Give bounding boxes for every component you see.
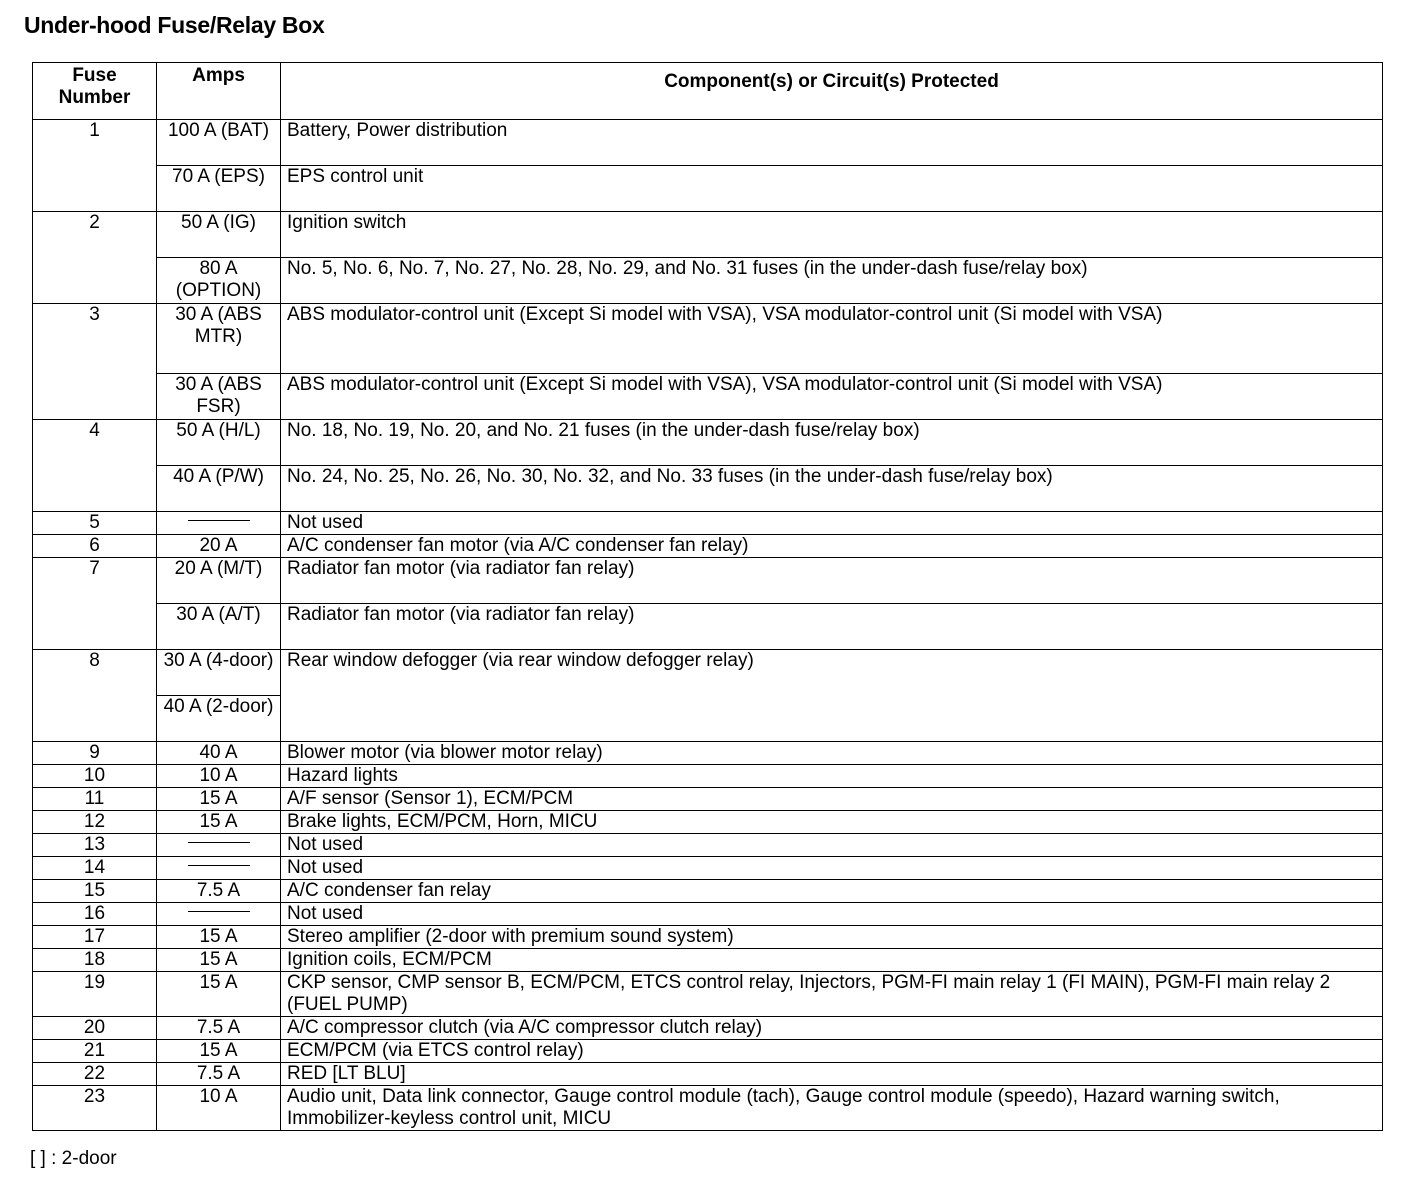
component-cell: A/C compressor clutch (via A/C compressor clutch relay) bbox=[281, 1017, 1383, 1040]
amps-cell: 40 A (P/W) bbox=[157, 466, 281, 512]
amps-cell: 20 A (M/T) bbox=[157, 558, 281, 604]
amps-cell: 40 A bbox=[157, 742, 281, 765]
amps-cell: 30 A (ABS FSR) bbox=[157, 374, 281, 420]
table-row bbox=[33, 535, 1383, 558]
table-row bbox=[33, 972, 1383, 1017]
amps-cell-empty bbox=[157, 857, 281, 880]
fuse-number-cell: 22 bbox=[33, 1063, 157, 1086]
fuse-number-cell: 12 bbox=[33, 811, 157, 834]
fuse-table bbox=[32, 62, 1383, 1131]
component-cell: No. 24, No. 25, No. 26, No. 30, No. 32, and No. 33 fuses (in the under-dash fuse/relay box) bbox=[281, 466, 1383, 512]
amps-cell: 50 A (IG) bbox=[157, 212, 281, 258]
table-row bbox=[33, 374, 1383, 420]
amps-cell-empty bbox=[157, 903, 281, 926]
fuse-number-cell: 14 bbox=[33, 857, 157, 880]
component-cell: Not used bbox=[281, 834, 1383, 857]
fuse-number-cell: 4 bbox=[33, 420, 157, 512]
component-cell: Blower motor (via blower motor relay) bbox=[281, 742, 1383, 765]
component-cell: Radiator fan motor (via radiator fan relay) bbox=[281, 604, 1383, 650]
dash-line bbox=[188, 911, 250, 912]
table-row bbox=[33, 604, 1383, 650]
table-row bbox=[33, 834, 1383, 857]
component-cell: A/C condenser fan relay bbox=[281, 880, 1383, 903]
amps-cell: 70 A (EPS) bbox=[157, 166, 281, 212]
table-row bbox=[33, 1040, 1383, 1063]
amps-cell: 10 A bbox=[157, 1086, 281, 1131]
table-row bbox=[33, 903, 1383, 926]
fuse-number-cell: 7 bbox=[33, 558, 157, 650]
table-row bbox=[33, 1063, 1383, 1086]
table-row bbox=[33, 650, 1383, 696]
amps-cell: 15 A bbox=[157, 972, 281, 1017]
fuse-number-cell: 13 bbox=[33, 834, 157, 857]
amps-cell: 80 A (OPTION) bbox=[157, 258, 281, 304]
amps-cell: 7.5 A bbox=[157, 1017, 281, 1040]
amps-cell: 30 A (ABS MTR) bbox=[157, 304, 281, 374]
fuse-number-cell: 3 bbox=[33, 304, 157, 420]
fuse-number-cell: 15 bbox=[33, 880, 157, 903]
table-row bbox=[33, 857, 1383, 880]
dash-line bbox=[188, 865, 250, 866]
component-cell: Ignition coils, ECM/PCM bbox=[281, 949, 1383, 972]
fuse-number-cell: 1 bbox=[33, 120, 157, 212]
fuse-number-cell: 20 bbox=[33, 1017, 157, 1040]
fuse-number-cell: 9 bbox=[33, 742, 157, 765]
component-cell: ABS modulator-control unit (Except Si model with VSA), VSA modulator-control unit (Si model with VSA) bbox=[281, 304, 1383, 374]
amps-cell: 30 A (4-door) bbox=[157, 650, 281, 696]
table-row bbox=[33, 258, 1383, 304]
fuse-number-cell: 5 bbox=[33, 512, 157, 535]
amps-cell: 15 A bbox=[157, 788, 281, 811]
component-cell: A/C condenser fan motor (via A/C condenser fan relay) bbox=[281, 535, 1383, 558]
component-cell: ECM/PCM (via ETCS control relay) bbox=[281, 1040, 1383, 1063]
fuse-table-body bbox=[33, 120, 1383, 1131]
table-row bbox=[33, 166, 1383, 212]
amps-cell: 15 A bbox=[157, 1040, 281, 1063]
component-cell: A/F sensor (Sensor 1), ECM/PCM bbox=[281, 788, 1383, 811]
table-row bbox=[33, 304, 1383, 374]
table-row bbox=[33, 466, 1383, 512]
amps-cell: 20 A bbox=[157, 535, 281, 558]
amps-cell: 30 A (A/T) bbox=[157, 604, 281, 650]
fuse-number-cell: 19 bbox=[33, 972, 157, 1017]
amps-cell: 15 A bbox=[157, 811, 281, 834]
amps-cell: 15 A bbox=[157, 949, 281, 972]
header-amps: Amps bbox=[157, 63, 281, 120]
table-row bbox=[33, 926, 1383, 949]
amps-cell: 15 A bbox=[157, 926, 281, 949]
footnote: [ ] : 2-door bbox=[30, 1148, 117, 1169]
component-cell: EPS control unit bbox=[281, 166, 1383, 212]
component-cell: Radiator fan motor (via radiator fan relay) bbox=[281, 558, 1383, 604]
table-row bbox=[33, 512, 1383, 535]
table-row bbox=[33, 558, 1383, 604]
amps-cell: 10 A bbox=[157, 765, 281, 788]
component-cell: Stereo amplifier (2-door with premium sound system) bbox=[281, 926, 1383, 949]
fuse-number-cell: 18 bbox=[33, 949, 157, 972]
component-cell: Battery, Power distribution bbox=[281, 120, 1383, 166]
amps-cell-empty bbox=[157, 512, 281, 535]
component-cell: Not used bbox=[281, 857, 1383, 880]
component-cell: Brake lights, ECM/PCM, Horn, MICU bbox=[281, 811, 1383, 834]
amps-cell-empty bbox=[157, 834, 281, 857]
fuse-number-cell: 17 bbox=[33, 926, 157, 949]
component-cell: No. 18, No. 19, No. 20, and No. 21 fuses (in the under-dash fuse/relay box) bbox=[281, 420, 1383, 466]
component-cell: No. 5, No. 6, No. 7, No. 27, No. 28, No. 29, and No. 31 fuses (in the under-dash fuse/relay box) bbox=[281, 258, 1383, 304]
table-row bbox=[33, 788, 1383, 811]
fuse-number-cell: 6 bbox=[33, 535, 157, 558]
header-component: Component(s) or Circuit(s) Protected bbox=[281, 63, 1383, 120]
component-cell: Not used bbox=[281, 903, 1383, 926]
table-row bbox=[33, 949, 1383, 972]
amps-cell: 40 A (2-door) bbox=[157, 696, 281, 742]
component-cell: Hazard lights bbox=[281, 765, 1383, 788]
amps-cell: 7.5 A bbox=[157, 880, 281, 903]
component-cell: ABS modulator-control unit (Except Si model with VSA), VSA modulator-control unit (Si model with VSA) bbox=[281, 374, 1383, 420]
dash-line bbox=[188, 842, 250, 843]
page-title: Under-hood Fuse/Relay Box bbox=[24, 12, 325, 38]
fuse-number-cell: 21 bbox=[33, 1040, 157, 1063]
component-cell: RED [LT BLU] bbox=[281, 1063, 1383, 1086]
table-row bbox=[33, 212, 1383, 258]
component-cell: Audio unit, Data link connector, Gauge control module (tach), Gauge control module (speedo), Hazard warning switch, Immobilizer-keyless control unit, MICU bbox=[281, 1086, 1383, 1131]
amps-cell: 100 A (BAT) bbox=[157, 120, 281, 166]
fuse-number-cell: 23 bbox=[33, 1086, 157, 1131]
table-row bbox=[33, 120, 1383, 166]
amps-cell: 7.5 A bbox=[157, 1063, 281, 1086]
component-cell: Rear window defogger (via rear window defogger relay) bbox=[281, 650, 1383, 742]
table-row bbox=[33, 1017, 1383, 1040]
component-cell: CKP sensor, CMP sensor B, ECM/PCM, ETCS control relay, Injectors, PGM-FI main relay 1 (FI MAIN), PGM-FI main relay 2 (FUEL PUMP) bbox=[281, 972, 1383, 1017]
table-row bbox=[33, 420, 1383, 466]
table-header-row bbox=[33, 63, 1383, 120]
component-cell: Not used bbox=[281, 512, 1383, 535]
fuse-number-cell: 2 bbox=[33, 212, 157, 304]
header-fuse-number: Fuse Number bbox=[33, 63, 157, 120]
table-row bbox=[33, 811, 1383, 834]
amps-cell: 50 A (H/L) bbox=[157, 420, 281, 466]
table-row bbox=[33, 880, 1383, 903]
component-cell: Ignition switch bbox=[281, 212, 1383, 258]
table-row bbox=[33, 1086, 1383, 1131]
table-row bbox=[33, 765, 1383, 788]
fuse-number-cell: 8 bbox=[33, 650, 157, 742]
dash-line bbox=[188, 520, 250, 521]
table-row bbox=[33, 742, 1383, 765]
fuse-number-cell: 16 bbox=[33, 903, 157, 926]
fuse-number-cell: 10 bbox=[33, 765, 157, 788]
fuse-number-cell: 11 bbox=[33, 788, 157, 811]
